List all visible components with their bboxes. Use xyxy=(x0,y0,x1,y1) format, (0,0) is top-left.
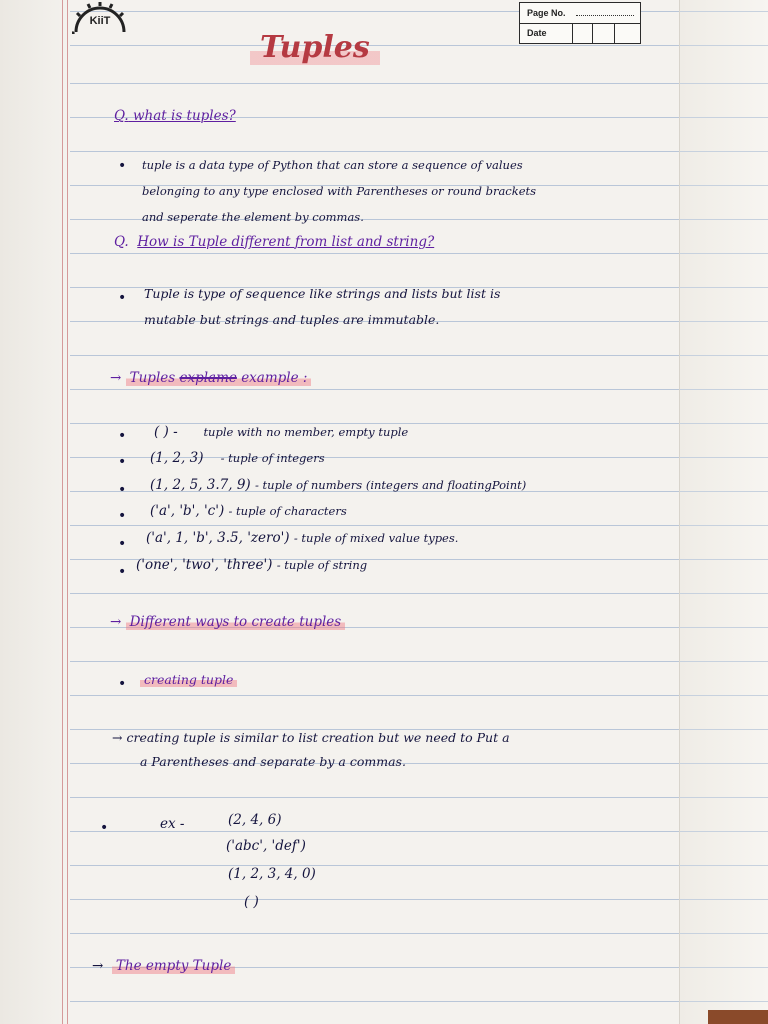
bullet: • xyxy=(118,536,127,552)
answer-2-line-1: Tuple is type of sequence like strings and lists but list is xyxy=(144,286,501,301)
bullet: • xyxy=(118,482,127,498)
creating-note-line-2: a Parentheses and separate by a commas. xyxy=(140,754,406,769)
ex-line-3: (1, 2, 3, 4, 0) xyxy=(228,866,316,882)
creating-tuple-heading: creating tuple xyxy=(140,672,237,687)
question-1: Q. what is tuples? xyxy=(114,108,236,124)
question-2: Q. How is Tuple different from list and string? xyxy=(114,234,435,250)
ex-line-2: ('abc', 'def') xyxy=(226,838,306,854)
empty-tuple-heading: → The empty Tuple xyxy=(92,958,235,974)
bullet: • xyxy=(118,564,127,580)
margin-line xyxy=(67,0,68,1024)
bullet: • xyxy=(118,428,127,444)
creating-note-line-1: → creating tuple is similar to list creation but we need to Put a xyxy=(112,730,510,745)
kiit-logo-icon xyxy=(72,2,128,34)
answer-2-line-2: mutable but strings and tuples are immutable. xyxy=(144,312,440,327)
page-date-box xyxy=(519,2,641,44)
answer-1-line-3: and seperate the element by commas. xyxy=(142,210,364,224)
bullet: • xyxy=(118,290,127,306)
answer-1-line-2: belonging to any type enclosed with Parentheses or round brackets xyxy=(142,184,537,198)
margin-line xyxy=(62,0,63,1024)
binding-edge xyxy=(0,0,70,1024)
example-2: (1, 2, 3) - tuple of integers xyxy=(150,450,325,466)
desk-corner xyxy=(708,1010,768,1024)
ex-label: ex - xyxy=(160,816,185,832)
page-title: Tuples xyxy=(250,30,380,65)
bullet: • xyxy=(118,454,127,470)
bullet: • xyxy=(118,508,127,524)
bullet: • xyxy=(118,158,127,174)
arrow-icon: → xyxy=(110,370,122,386)
arrow-icon: → xyxy=(110,614,122,630)
ways-heading: → Different ways to create tuples xyxy=(110,614,345,630)
answer-1-line-1: tuple is a data type of Python that can store a sequence of values xyxy=(142,158,523,172)
example-6: ('one', 'two', 'three') - tuple of string xyxy=(136,557,368,573)
example-5: ('a', 1, 'b', 3.5, 'zero') - tuple of mixed value types. xyxy=(146,530,459,546)
date-label: Date xyxy=(527,28,547,38)
examples-heading: → Tuples explame example : xyxy=(110,370,311,386)
example-1: ( ) - tuple with no member, empty tuple xyxy=(154,424,409,440)
ex-line-1: (2, 4, 6) xyxy=(228,812,282,828)
kiit-logo xyxy=(72,2,128,34)
ex-line-4: ( ) xyxy=(244,894,259,910)
example-3: (1, 2, 5, 3.7, 9) - tuple of numbers (integers and floatingPoint) xyxy=(150,477,527,493)
page-no-label: Page No. xyxy=(527,8,566,18)
bullet: • xyxy=(100,820,109,836)
next-page-edge xyxy=(679,0,768,1024)
example-4: ('a', 'b', 'c') - tuple of characters xyxy=(150,503,347,519)
arrow-icon: → xyxy=(112,730,123,745)
bullet: • xyxy=(118,676,127,692)
svg-text:KiiT: KiiT xyxy=(89,15,111,27)
arrow-icon: → xyxy=(92,958,104,974)
